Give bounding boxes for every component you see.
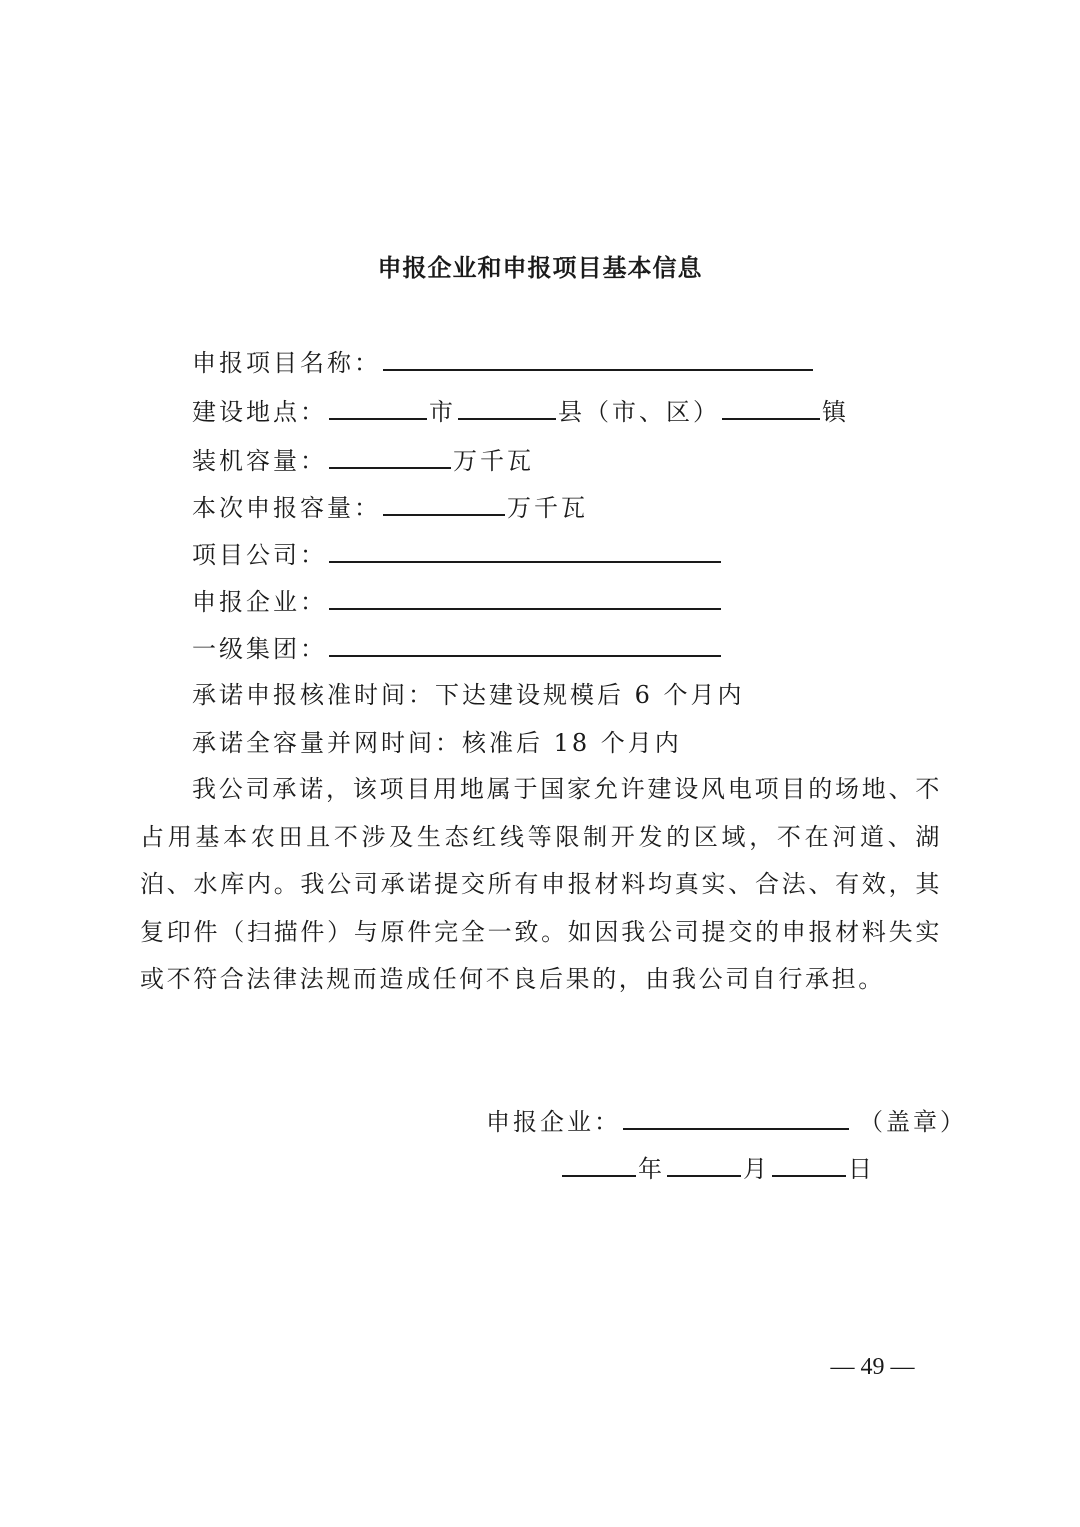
applicant-row	[192, 584, 723, 618]
location-row	[192, 394, 849, 428]
day-label: 日	[848, 1155, 875, 1183]
signature-row	[486, 1104, 967, 1138]
installed-capacity-row	[192, 443, 534, 477]
city-unit: 市	[429, 398, 456, 426]
town-blank[interactable]	[722, 394, 820, 420]
declared-capacity-row	[192, 490, 588, 524]
group-label: 一级集团：	[192, 635, 327, 663]
project-name-row	[192, 345, 815, 379]
project-company-blank[interactable]	[329, 537, 721, 563]
town-unit: 镇	[822, 398, 849, 426]
year-label: 年	[638, 1155, 665, 1183]
page-title: 申报企业和申报项目基本信息	[377, 254, 703, 282]
declared-capacity-unit: 万千瓦	[507, 494, 588, 522]
installed-capacity-label: 装机容量：	[192, 447, 327, 475]
county-blank[interactable]	[458, 394, 556, 420]
declared-capacity-label: 本次申报容量：	[192, 494, 381, 522]
applicant-blank[interactable]	[329, 584, 721, 610]
day-blank[interactable]	[772, 1151, 846, 1177]
location-label: 建设地点：	[192, 398, 327, 426]
group-blank[interactable]	[329, 631, 721, 657]
project-company-label: 项目公司：	[192, 541, 327, 569]
group-row	[192, 631, 723, 665]
date-row	[560, 1151, 875, 1185]
seal-label: （盖章）	[859, 1108, 967, 1136]
city-blank[interactable]	[329, 394, 427, 420]
installed-capacity-blank[interactable]	[329, 443, 451, 469]
project-company-row	[192, 537, 723, 571]
installed-capacity-unit: 万千瓦	[453, 447, 534, 475]
month-label: 月	[743, 1155, 770, 1183]
county-unit: 县（市、区）	[558, 398, 720, 426]
declared-capacity-blank[interactable]	[383, 490, 505, 516]
page-number: — 49 —	[830, 1354, 915, 1380]
grid-commitment: 承诺全容量并网时间：核准后 18 个月内	[192, 729, 682, 757]
approval-commitment: 承诺申报核准时间：下达建设规模后 6 个月内	[192, 681, 745, 709]
commitment-paragraph: 我公司承诺，该项目用地属于国家允许建设风电项目的场地、不占用基本农田且不涉及生态红线等限制开发的区域，不在河道、湖泊、水库内。我公司承诺提交所有申报材料均真实、合法、有效，其复印件（扫描件）与原件完全一致。如因我公司提交的申报材料失实或不符合法律法规而造成任何不良后果的，由我公司自行承担。	[140, 775, 942, 993]
signature-applicant-blank[interactable]	[623, 1104, 849, 1130]
signature-applicant-label: 申报企业：	[486, 1108, 621, 1136]
year-blank[interactable]	[562, 1151, 636, 1177]
month-blank[interactable]	[667, 1151, 741, 1177]
project-name-label: 申报项目名称：	[192, 349, 381, 377]
project-name-blank[interactable]	[383, 345, 813, 371]
applicant-label: 申报企业：	[192, 588, 327, 616]
